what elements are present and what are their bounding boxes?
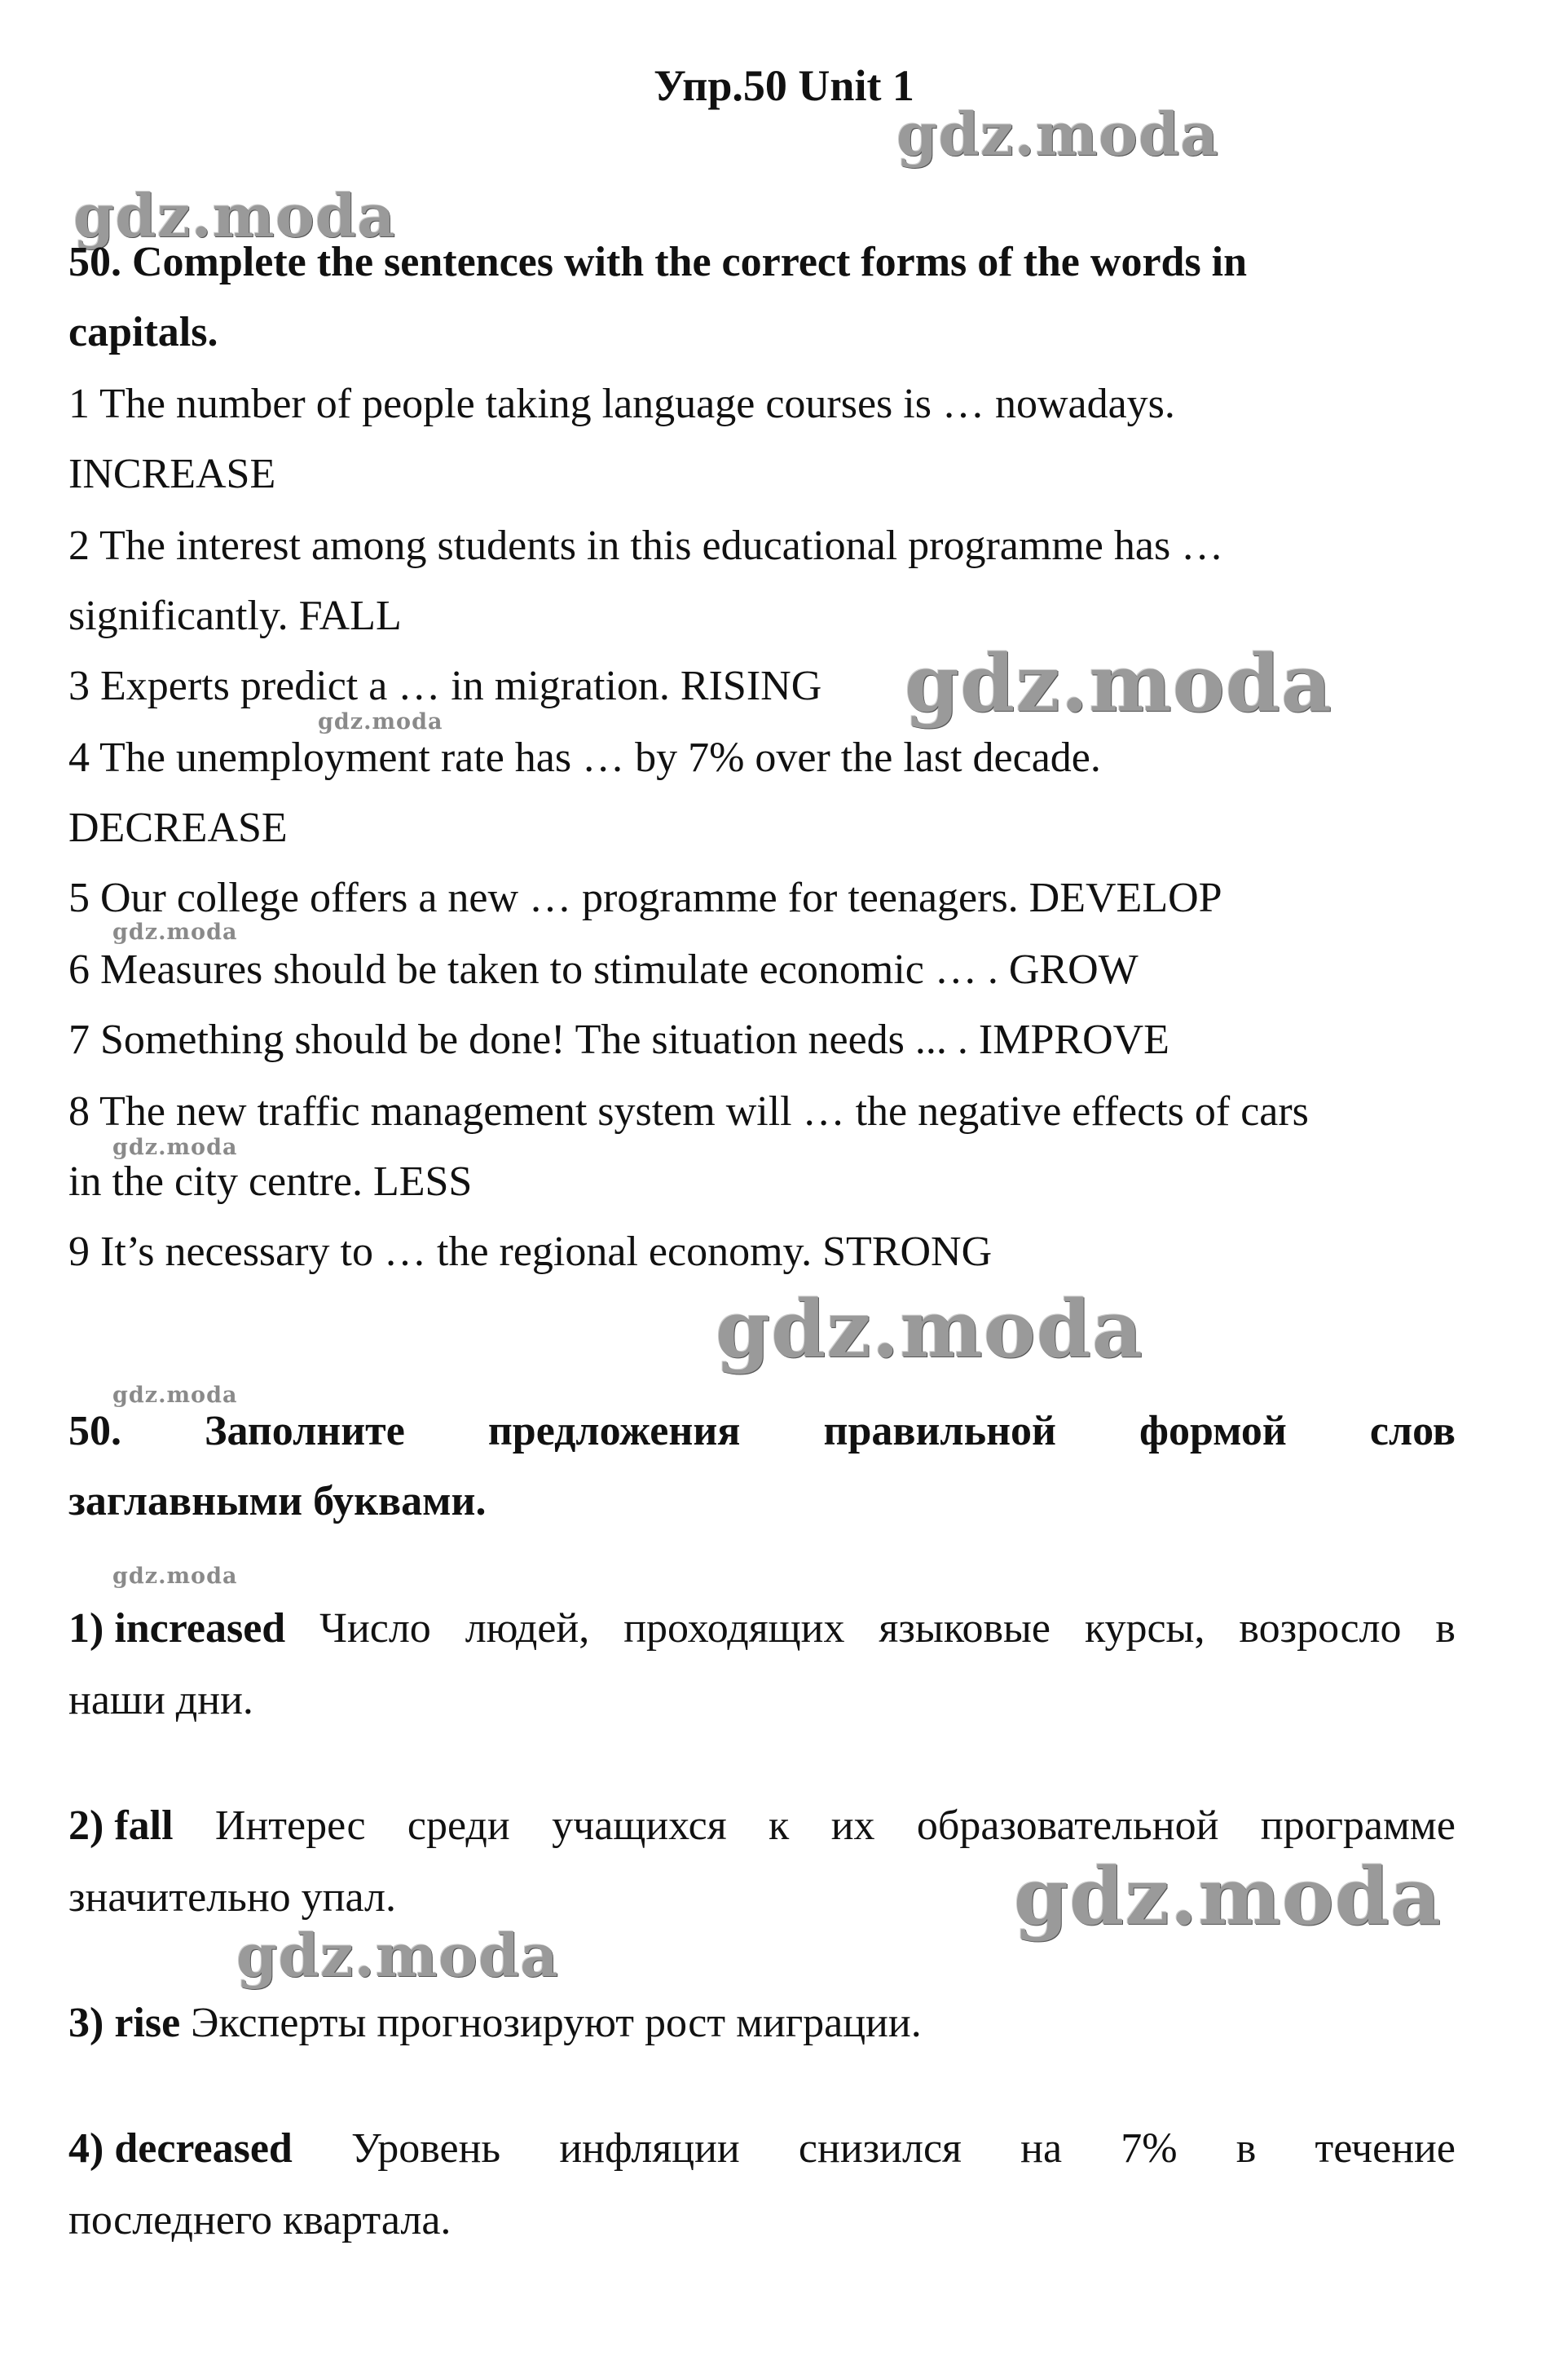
sentence-line: in the city centre. LESS: [68, 1158, 473, 1205]
answer-word: к: [769, 1802, 790, 1849]
watermark-logo: gdz.moda: [905, 637, 1333, 730]
answer-key: 2) fall: [68, 1802, 174, 1849]
watermark-logo: gdz.moda: [112, 1135, 238, 1160]
answer-key: 3) rise: [68, 2000, 181, 2046]
answer-word: среди: [407, 1802, 510, 1849]
answer-word: учащихся: [552, 1802, 727, 1849]
answer-word: 7%: [1121, 2125, 1178, 2172]
sentence-line: 8 The new traffic management system will … the negative effects of cars: [68, 1088, 1309, 1135]
answer-word: Интерес: [214, 1802, 366, 1849]
task-heading-cont: capitals.: [68, 309, 218, 355]
answer-word: инфляции: [559, 2125, 740, 2172]
ru-task-word: формой: [1139, 1408, 1287, 1454]
sentence-line: INCREASE: [68, 451, 276, 497]
answer-key: 4) decreased: [68, 2125, 293, 2172]
answer-word: Уровень: [351, 2125, 501, 2172]
answer-word: их: [830, 1802, 875, 1849]
ru-task-word: правильной: [823, 1408, 1057, 1454]
watermark-logo: gdz.moda: [112, 1383, 238, 1408]
ru-task-word: предложения: [487, 1408, 741, 1454]
ru-task-word: слов: [1369, 1408, 1456, 1454]
answer-word: образовательной: [916, 1802, 1219, 1849]
answer-word: проходящих: [623, 1605, 845, 1652]
sentence-line: 5 Our college offers a new … programme for teenagers. DEVELOP: [68, 875, 1222, 921]
answer-2-cont: значительно упал.: [68, 1874, 396, 1921]
answer-word: снизился: [798, 2125, 962, 2172]
answer-4: [68, 2124, 1456, 2173]
answer-key: 1) increased: [68, 1605, 286, 1652]
answer-word: в: [1235, 2125, 1257, 2172]
answer-4-cont: последнего квартала.: [68, 2197, 451, 2243]
answer-3: [68, 1999, 922, 2047]
ru-task-heading-cont: заглавными буквами.: [68, 1478, 487, 1524]
watermark-logo: gdz.moda: [716, 1283, 1144, 1375]
ru-task-heading: [68, 1407, 1456, 1455]
ru-task-word: Заполните: [205, 1408, 405, 1454]
answer-text: Эксперты прогнозируют рост миграции.: [191, 2000, 922, 2046]
page-title: Упр.50 Unit 1: [654, 61, 914, 110]
answer-word: в: [1435, 1605, 1456, 1652]
answer-word: на: [1020, 2125, 1063, 2172]
task-heading: 50. Complete the sentences with the correct forms of the words in: [68, 239, 1248, 285]
watermark-logo: gdz.moda: [318, 709, 443, 735]
sentence-line: 2 The interest among students in this educational programme has …: [68, 523, 1224, 569]
watermark-logo: gdz.moda: [112, 1564, 238, 1589]
ru-task-word: 50.: [68, 1408, 121, 1454]
sentence-line: 1 The number of people taking language courses is … nowadays.: [68, 381, 1175, 427]
answer-word: Число: [319, 1605, 431, 1652]
sentence-line: 7 Something should be done! The situation needs ... . IMPROVE: [68, 1017, 1169, 1063]
answer-word: курсы,: [1084, 1605, 1205, 1652]
sentence-line: 6 Measures should be taken to stimulate economic … . GROW: [68, 946, 1139, 993]
answer-word: программе: [1260, 1802, 1456, 1849]
watermark-logo: gdz.moda: [896, 99, 1219, 169]
answer-2: [68, 1802, 1456, 1850]
watermark-logo: gdz.moda: [112, 920, 238, 945]
watermark-logo: gdz.moda: [1014, 1851, 1442, 1943]
answer-word: течение: [1315, 2125, 1456, 2172]
answer-1-cont: наши дни.: [68, 1677, 253, 1723]
answer-word: языковые: [879, 1605, 1051, 1652]
answer-word: людей,: [465, 1605, 590, 1652]
watermark-logo: gdz.moda: [236, 1921, 559, 1990]
answer-word: возросло: [1239, 1605, 1402, 1652]
sentence-line: 9 It’s necessary to … the regional economy. STRONG: [68, 1229, 993, 1275]
sentence-line: 4 The unemployment rate has … by 7% over the last decade.: [68, 735, 1101, 781]
watermark-logo: gdz.moda: [73, 181, 396, 250]
sentence-line: 3 Experts predict a … in migration. RISING: [68, 663, 822, 709]
answer-1: [68, 1604, 1456, 1652]
sentence-line: DECREASE: [68, 805, 288, 851]
sentence-line: significantly. FALL: [68, 593, 402, 639]
